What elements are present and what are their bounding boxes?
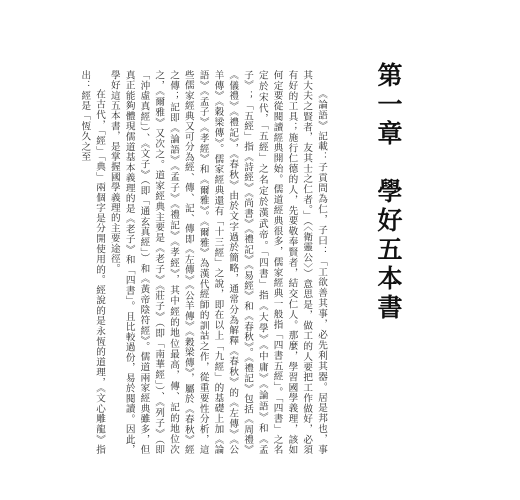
body-text <box>79 70 334 455</box>
chapter-title: 第一章 學好五本書 <box>374 62 403 323</box>
paragraph-2: 在古代，「經」「典」兩個字是分開使用的。經說的是永恆的道理，《文心雕龍》指出：經是「恆久之至 <box>79 70 106 455</box>
paragraph-1: 《論語》記載：子貢問為仁，子曰：「工欲善其事，必先利其器。居是邦也，事其大夫之賢者，友其士之仁者。」（〈衛靈公〉）意思是，做工的人要把工作做好，必須有好的工具；施行仁德的人，先要敬奉賢者，結交仁人。那麼，學習國學義理，該如何定要從閱讀經典開始。儒道經典很多，儒家經典一般指「四書五經」。「四書」之名定於宋代，「五經」之名定於漢武帝。「四書」指《大學》《中庸》《論語》和《孟子》；「五經」指《詩經》《尚書》《禮記》《易經》和《春秋》。《禮記》包括《周禮》《儀禮》《禮記》，《春秋》由於文字過於簡略，通常分為解釋《春秋》的《左傳》《公羊傳》《穀梁傳》。儒家經典還有「十三經」之說，即在以上「九經」的基礎上加《論語》《孟子》《孝經》和《爾雅》。《爾雅》為漢代經師的訓詁之作，從重要性分析，這些儒家經典又可分為經、傳、記、傳即《左傳》《公羊傳》《穀梁傳》，屬於《春秋》經之傳；記即《論語》《孟子》《禮記》《孝經》，其中經的地位最高，傳、記的地位次之，《爾雅》又次之。道家經典主要是《老子》《莊子》（即「南華經」）、《列子》（即「沖虛真經」）、《文子》（即「通玄真經」）和《黃帝陰符經》。儒道兩家經典雖多，但真正能夠體現儒道基本義理的是《老子》和「四書」。且比較過份，易於閱讀。因此，學好這五本書，是掌握國學義理的主要途徑。 <box>108 70 327 455</box>
